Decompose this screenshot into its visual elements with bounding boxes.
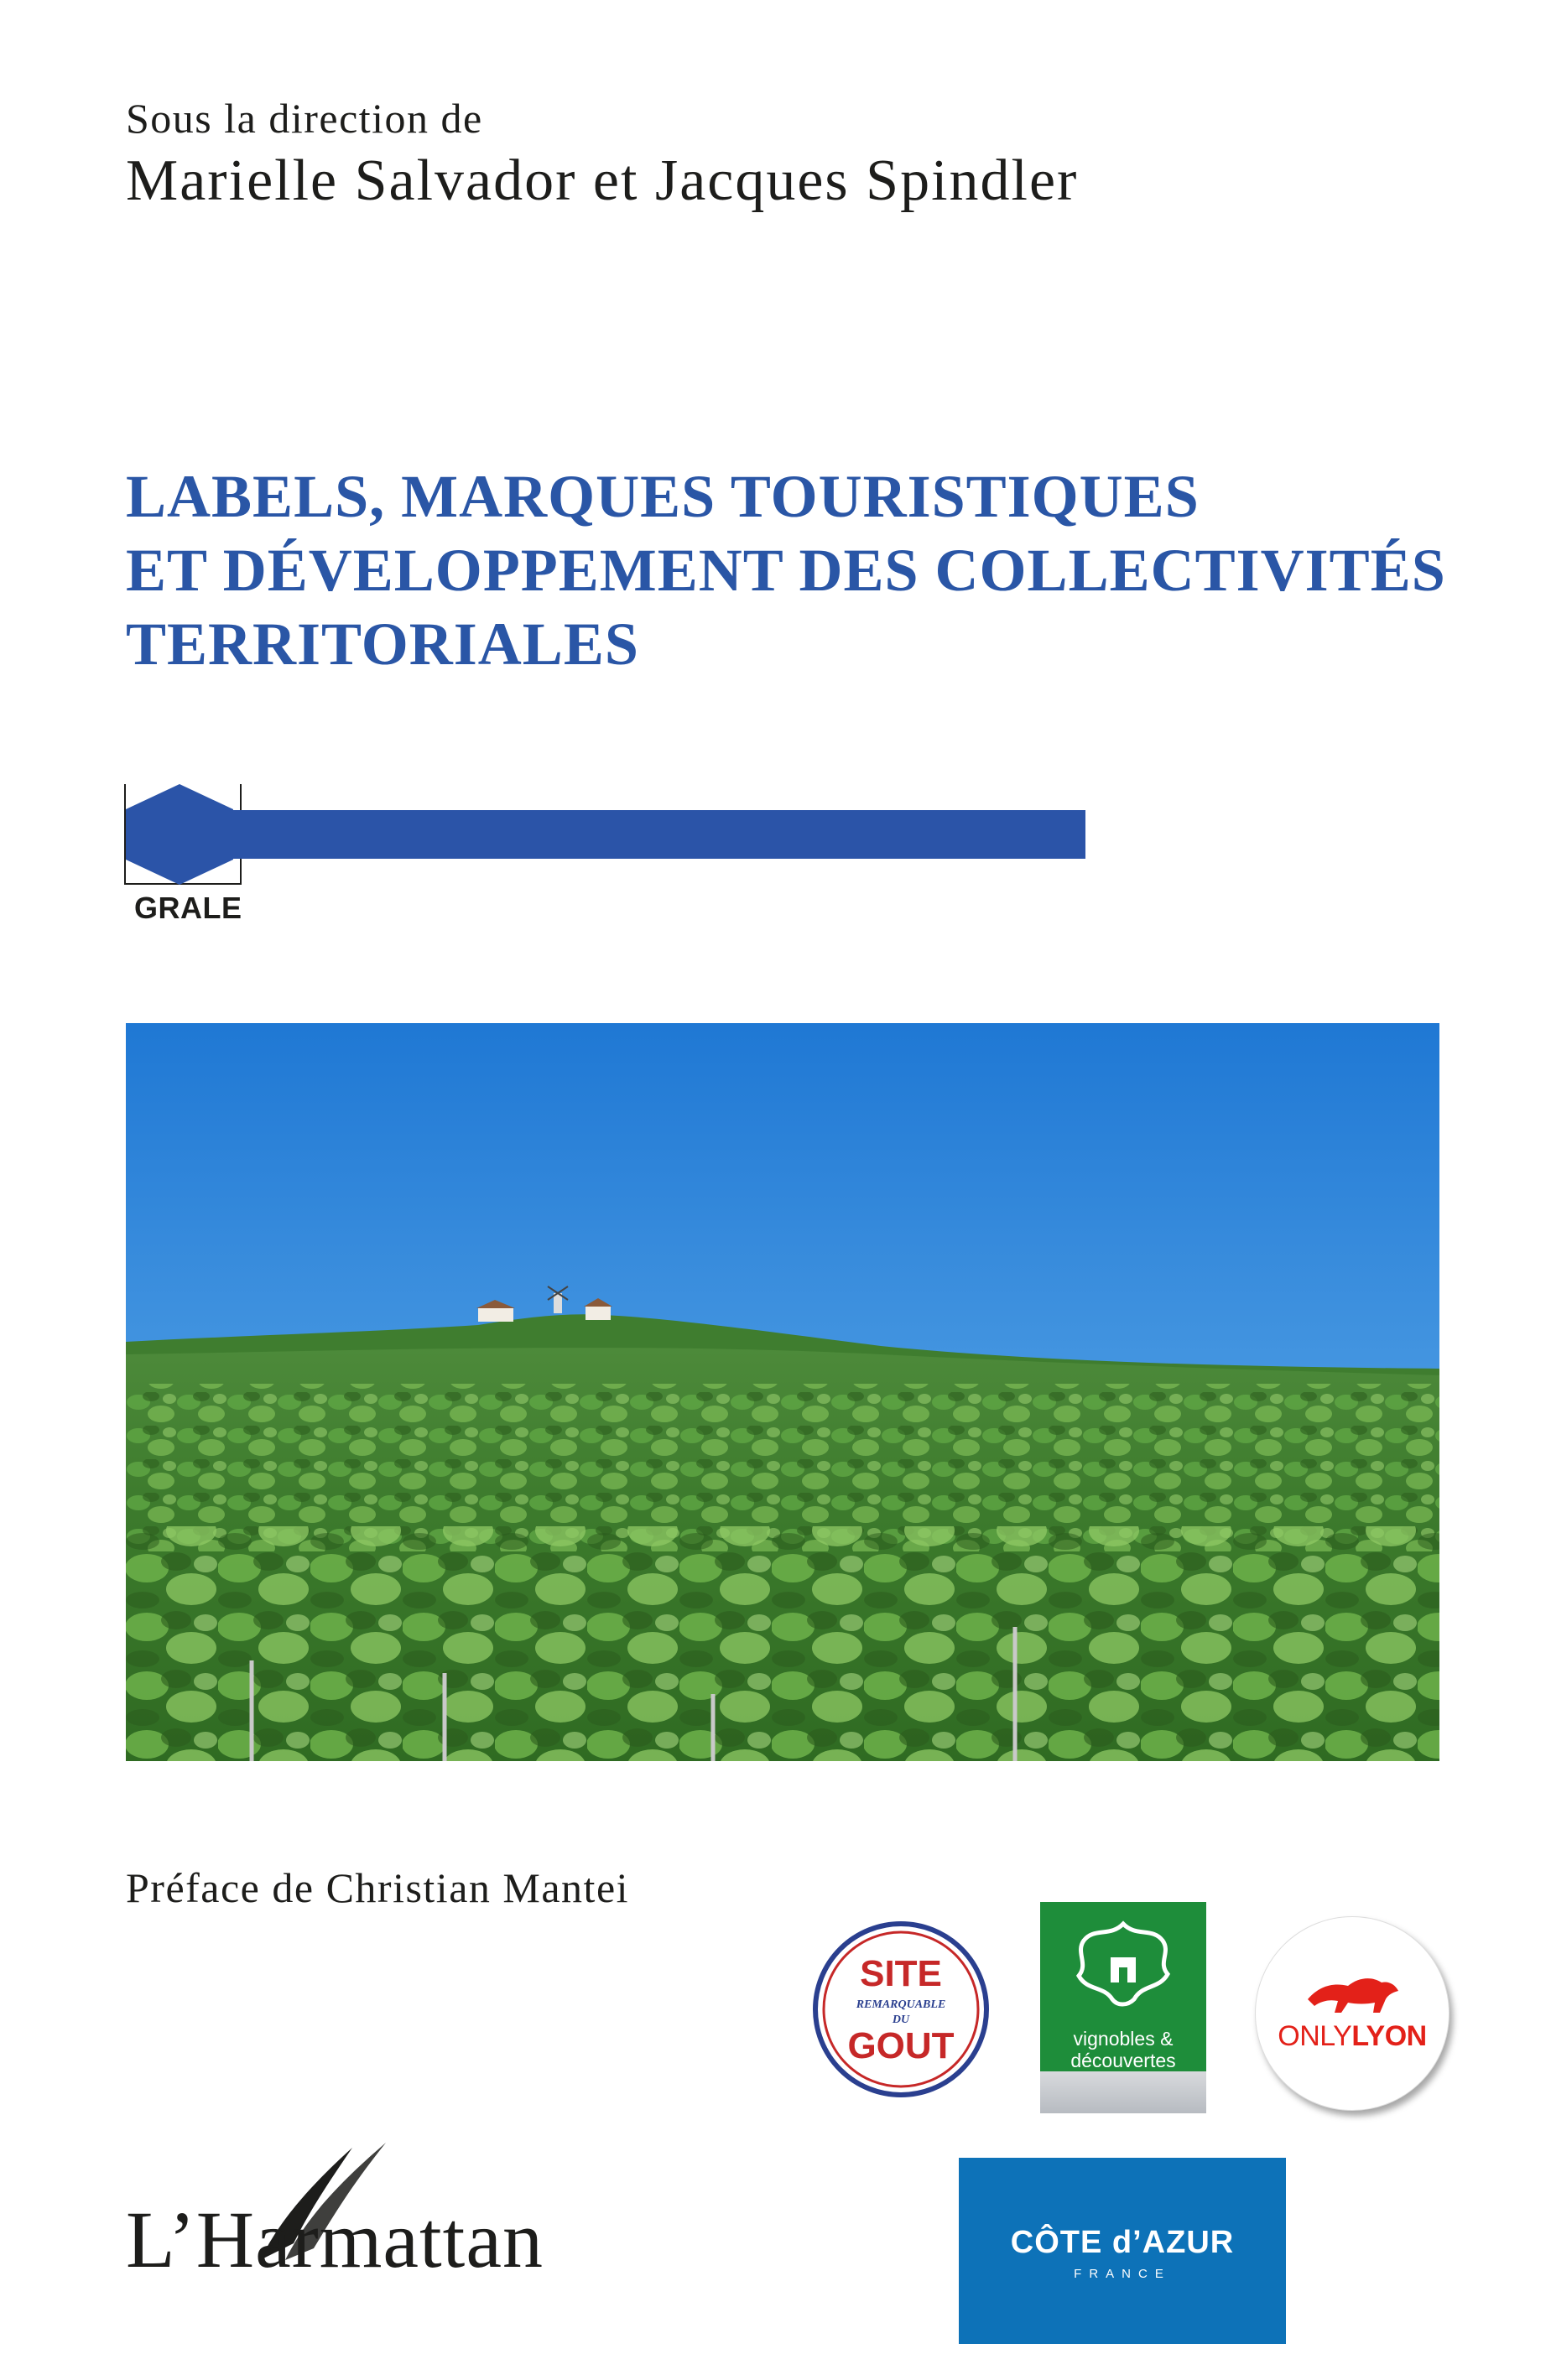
vignobles-decouvertes-logo xyxy=(1040,1902,1206,2113)
azur-subtitle: FRANCE xyxy=(1074,2267,1171,2281)
cover-photo xyxy=(126,1023,1439,1761)
publisher-name: L’Harmattan xyxy=(126,2195,544,2284)
publisher-logo xyxy=(126,2143,596,2285)
site-remarquable-du-gout-logo xyxy=(812,1920,990,2098)
preface: Préface de Christian Mantei xyxy=(126,1864,630,1911)
site-gout-line: DU xyxy=(892,2014,910,2026)
collection-bar xyxy=(233,810,1085,859)
only-lyon-logo xyxy=(1255,1916,1450,2111)
editors-names: Marielle Salvador et Jacques Spindler xyxy=(126,148,1079,213)
vignobles-line: découvertes xyxy=(1070,2050,1176,2071)
title-line: LABELS, MARQUES TOURISTIQUES xyxy=(126,463,1200,530)
vine-leaf-icon xyxy=(1069,1919,1178,2011)
cote-azur-logo xyxy=(959,2158,1286,2344)
vignobles-footer-strip xyxy=(1040,2071,1206,2113)
site-gout-line: SITE xyxy=(860,1953,942,1994)
book-title xyxy=(126,460,1510,681)
lyon-lyon-text: LYON xyxy=(1351,2020,1427,2052)
title-line: TERRITORIALES xyxy=(126,611,639,678)
collection-label: GRALE xyxy=(134,891,242,925)
site-gout-line: REMARQUABLE xyxy=(856,1998,946,2011)
collection-hexagon-icon xyxy=(126,784,233,885)
lion-icon xyxy=(1304,1974,1402,2016)
azur-title: CÔTE d’AZUR xyxy=(1010,2225,1235,2260)
title-line: ET DÉVELOPPEMENT DES COLLECTIVITÉS xyxy=(126,537,1446,604)
site-gout-line: GOUT xyxy=(847,2025,955,2066)
lyon-only-text: ONLY xyxy=(1278,2020,1352,2052)
vignobles-line: vignobles & xyxy=(1073,2028,1174,2050)
editors-intro: Sous la direction de xyxy=(126,95,483,142)
